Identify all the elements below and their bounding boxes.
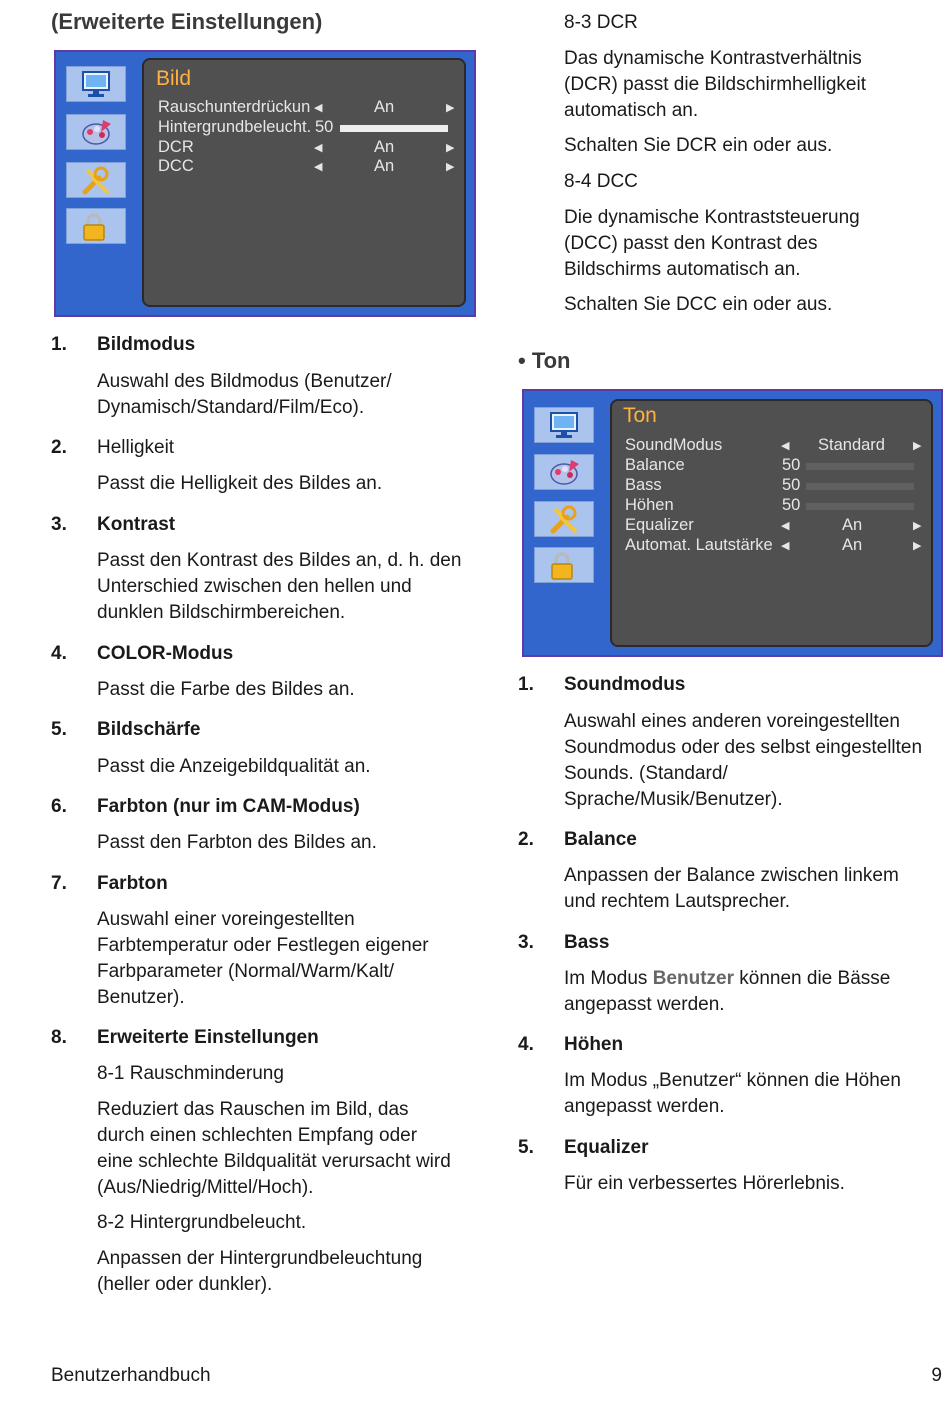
text-dcc: Die dynamische Kontraststeuerung (DCC) passt den Kontrast des Bildschirms automatisch an. bbox=[564, 207, 860, 280]
balance-level-bar bbox=[806, 463, 914, 470]
item-text-farbton-cam: Passt den Farbton des Bildes an. bbox=[97, 832, 377, 853]
item-title-equalizer: Equalizer bbox=[564, 1137, 649, 1158]
picture-menu-screenshot bbox=[54, 50, 476, 317]
item-text-bildmodus: Auswahl des Bildmodus (Benutzer/ Dynamisch/Standard/Film/Eco). bbox=[97, 371, 392, 418]
item-title-farbton-cam: Farbton (nur im CAM-Modus) bbox=[97, 796, 360, 817]
item-number: 5. bbox=[51, 719, 67, 740]
item-title-bildschaerfe: Bildschärfe bbox=[97, 719, 201, 740]
menu-row-soundmodus: SoundModus ◀ Standard ▶ bbox=[625, 436, 922, 454]
tools-icon bbox=[66, 162, 126, 198]
text-rauschminderung: Reduziert das Rauschen im Bild, das durch einen schlechten Empfang oder eine schlechte Bildqualität verursacht wird (Aus/Niedrig/Mittel/Hoch). bbox=[97, 1099, 451, 1198]
menu-row-bass: Bass 50 bbox=[612, 476, 931, 496]
menu-row-backlight: Hintergrundbeleucht. 50 bbox=[144, 118, 464, 138]
section-title-advanced: (Erweiterte Einstellungen) bbox=[51, 9, 323, 34]
section-title-ton: • Ton bbox=[518, 348, 571, 373]
item-number: 7. bbox=[51, 873, 67, 894]
color-palette-icon bbox=[66, 114, 126, 150]
sound-menu-panel bbox=[610, 399, 933, 647]
subheading-hintergrundbeleucht: 8-2 Hintergrundbeleucht. bbox=[97, 1212, 307, 1233]
item-title-soundmodus: Soundmodus bbox=[564, 674, 686, 695]
item-number: 2. bbox=[518, 829, 534, 850]
subheading-dcr: 8-3 DCR bbox=[564, 12, 638, 33]
bass-level-bar bbox=[806, 483, 914, 490]
color-palette-icon bbox=[534, 454, 594, 490]
item-title-bass: Bass bbox=[564, 932, 610, 953]
subheading-dcc: 8-4 DCC bbox=[564, 171, 638, 192]
item-number: 6. bbox=[51, 796, 67, 817]
item-text-equalizer: Für ein verbessertes Hörerlebnis. bbox=[564, 1173, 845, 1194]
footer-manual-title: Benutzerhandbuch bbox=[51, 1365, 211, 1386]
menu-row-dcc: DCC ◀ An ▶ bbox=[158, 157, 455, 175]
subheading-rauschminderung: 8-1 Rauschminderung bbox=[97, 1063, 284, 1084]
item-number: 2. bbox=[51, 437, 67, 458]
item-title-erweiterte: Erweiterte Einstellungen bbox=[97, 1027, 319, 1048]
item-number: 3. bbox=[518, 932, 534, 953]
highlight-benutzer: Benutzer bbox=[652, 968, 734, 989]
text-dcr-toggle: Schalten Sie DCR ein oder aus. bbox=[564, 135, 833, 156]
item-text-soundmodus: Auswahl eines anderen voreingestellten Soundmodus oder des selbst eingestellten Sounds. (Standard/ Sprache/Musik/Benutzer). bbox=[564, 711, 923, 810]
item-title-bildmodus: Bildmodus bbox=[97, 334, 196, 355]
text-hintergrundbeleucht: Anpassen der Hintergrundbeleuchtung (heller oder dunkler). bbox=[97, 1248, 423, 1295]
menu-row-balance: Balance 50 bbox=[612, 456, 931, 476]
item-number: 1. bbox=[51, 334, 67, 355]
item-number: 3. bbox=[51, 514, 67, 535]
menu-row-noise-reduction: Rauschunterdrückun ◀ An ▶ bbox=[158, 98, 455, 116]
item-title-hoehen: Höhen bbox=[564, 1034, 624, 1055]
item-number: 4. bbox=[518, 1034, 534, 1055]
menu-row-equalizer: Equalizer ◀ An ▶ bbox=[625, 516, 922, 534]
text-dcr: Das dynamische Kontrastverhältnis (DCR) passt die Bildschirmhelligkeit automatisch an. bbox=[564, 48, 866, 121]
item-title-balance: Balance bbox=[564, 829, 637, 850]
item-text-helligkeit: Passt die Helligkeit des Bildes an. bbox=[97, 473, 383, 494]
picture-menu-title: Bild bbox=[156, 67, 192, 90]
item-number: 1. bbox=[518, 674, 534, 695]
monitor-icon bbox=[534, 407, 594, 443]
sound-menu-screenshot bbox=[522, 389, 943, 657]
item-title-kontrast: Kontrast bbox=[97, 514, 176, 535]
item-title-helligkeit: Helligkeit bbox=[97, 437, 175, 458]
item-number: 5. bbox=[518, 1137, 534, 1158]
lock-icon bbox=[534, 547, 594, 583]
item-number: 8. bbox=[51, 1027, 67, 1048]
item-number: 4. bbox=[51, 643, 67, 664]
menu-row-hoehen: Höhen 50 bbox=[612, 496, 931, 516]
item-text-bildschaerfe: Passt die Anzeigebildqualität an. bbox=[97, 756, 371, 777]
item-text-bass: Im Modus Benutzer können die Bässe angepasst werden. bbox=[564, 968, 891, 1015]
menu-row-dcr: DCR ◀ An ▶ bbox=[158, 138, 455, 156]
item-text-farbton: Auswahl einer voreingestellten Farbtemperatur oder Festlegen eigener Farbparameter (Normal/Warm/Kalt/ Benutzer). bbox=[97, 909, 429, 1008]
item-text-kontrast: Passt den Kontrast des Bildes an, d. h. den Unterschied zwischen den hellen und dunklen Bildschirmbereichen. bbox=[97, 550, 462, 623]
treble-level-bar bbox=[806, 503, 914, 510]
lock-icon bbox=[66, 208, 126, 244]
item-text-hoehen: Im Modus „Benutzer“ können die Höhen angepasst werden. bbox=[564, 1070, 901, 1117]
item-title-farbton: Farbton bbox=[97, 873, 168, 894]
picture-menu-panel bbox=[142, 58, 466, 307]
text-dcc-toggle: Schalten Sie DCC ein oder aus. bbox=[564, 294, 833, 315]
tools-icon bbox=[534, 501, 594, 537]
monitor-icon bbox=[66, 66, 126, 102]
item-title-color-modus: COLOR-Modus bbox=[97, 643, 234, 664]
menu-row-auto-volume: Automat. Lautstärke ◀ An ▶ bbox=[625, 536, 922, 554]
item-text-balance: Anpassen der Balance zwischen linkem und rechtem Lautsprecher. bbox=[564, 865, 899, 912]
backlight-level-bar bbox=[340, 125, 448, 132]
page-number: 9 bbox=[931, 1365, 942, 1386]
item-text-color-modus: Passt die Farbe des Bildes an. bbox=[97, 679, 355, 700]
sound-menu-title: Ton bbox=[623, 404, 657, 427]
